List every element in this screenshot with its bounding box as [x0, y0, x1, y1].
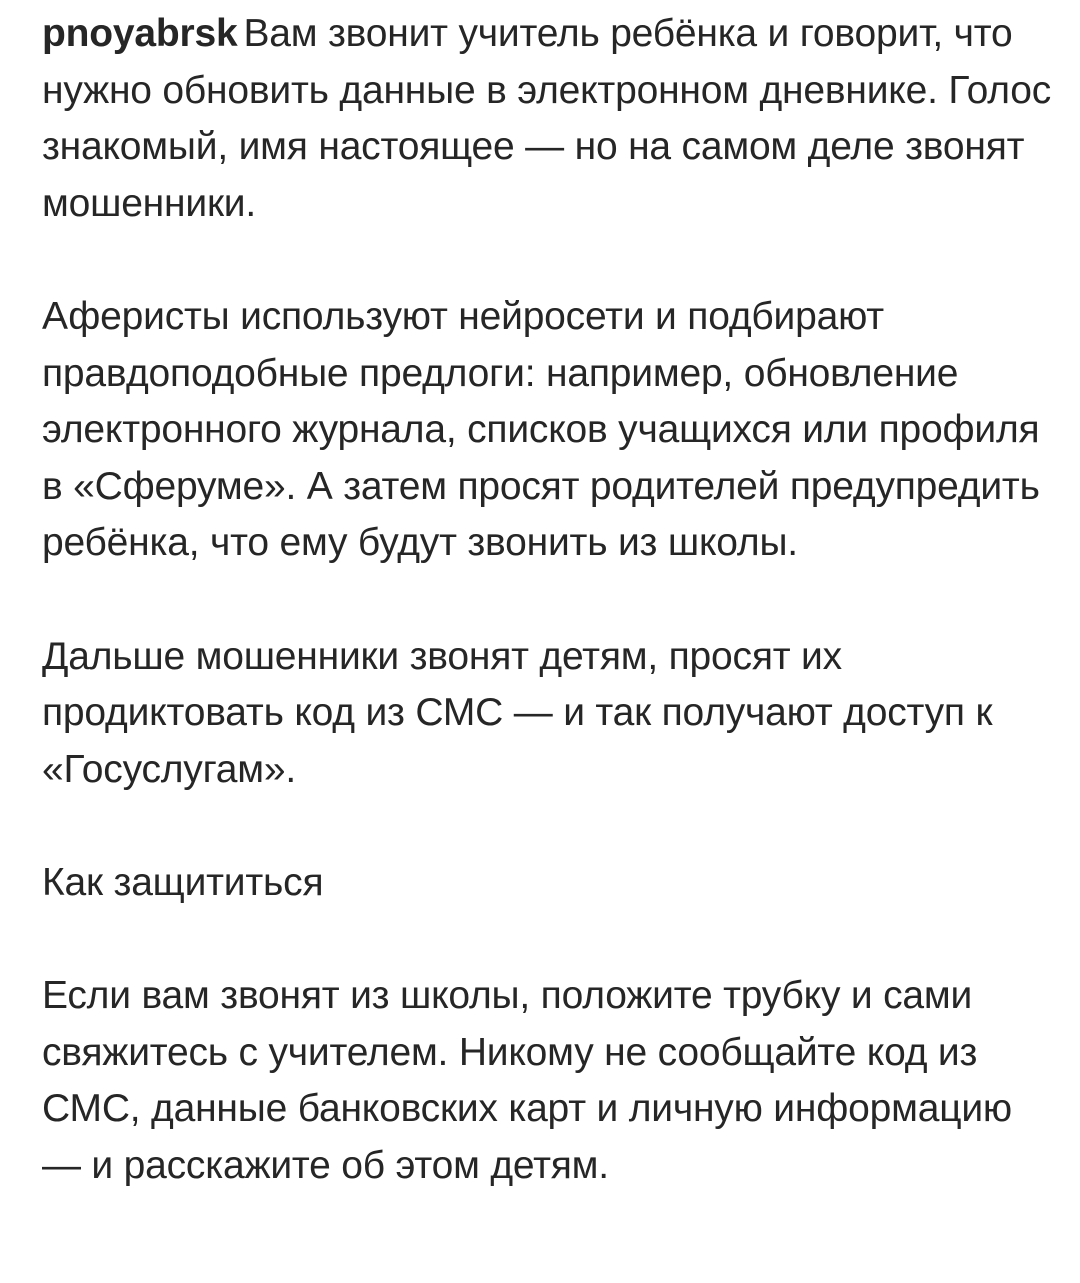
caption-paragraph: Если вам звонят из школы, положите трубку и сами свяжитесь с учителем. Никому не сообщайте код из СМС, данные банковских карт и личную информацию — и расскажите об этом детям.	[42, 974, 1012, 1187]
caption-heading: Как защититься	[42, 860, 324, 904]
caption-paragraph	[42, 6, 1052, 232]
username-link[interactable]: pnoyabrsk	[42, 12, 238, 55]
post-caption	[42, 6, 1052, 1194]
caption-text: Вам звонит учитель ребёнка и говорит, что нужно обновить данные в электронном дневнике. Голос знакомый, имя настоящее — но на самом деле звонят мошенники.	[42, 12, 1052, 225]
caption-paragraph: Аферисты используют нейросети и подбирают правдоподобные предлоги: например, обновление электронного журнала, списков учащихся или профиля в «Сферуме». А затем просят родителей предупредить ребёнка, что ему будут звонить из школы.	[42, 294, 1040, 565]
caption-paragraph: Дальше мошенники звонят детям, просят их продиктовать код из СМС — и так получают доступ к «Госуслугам».	[42, 634, 993, 791]
